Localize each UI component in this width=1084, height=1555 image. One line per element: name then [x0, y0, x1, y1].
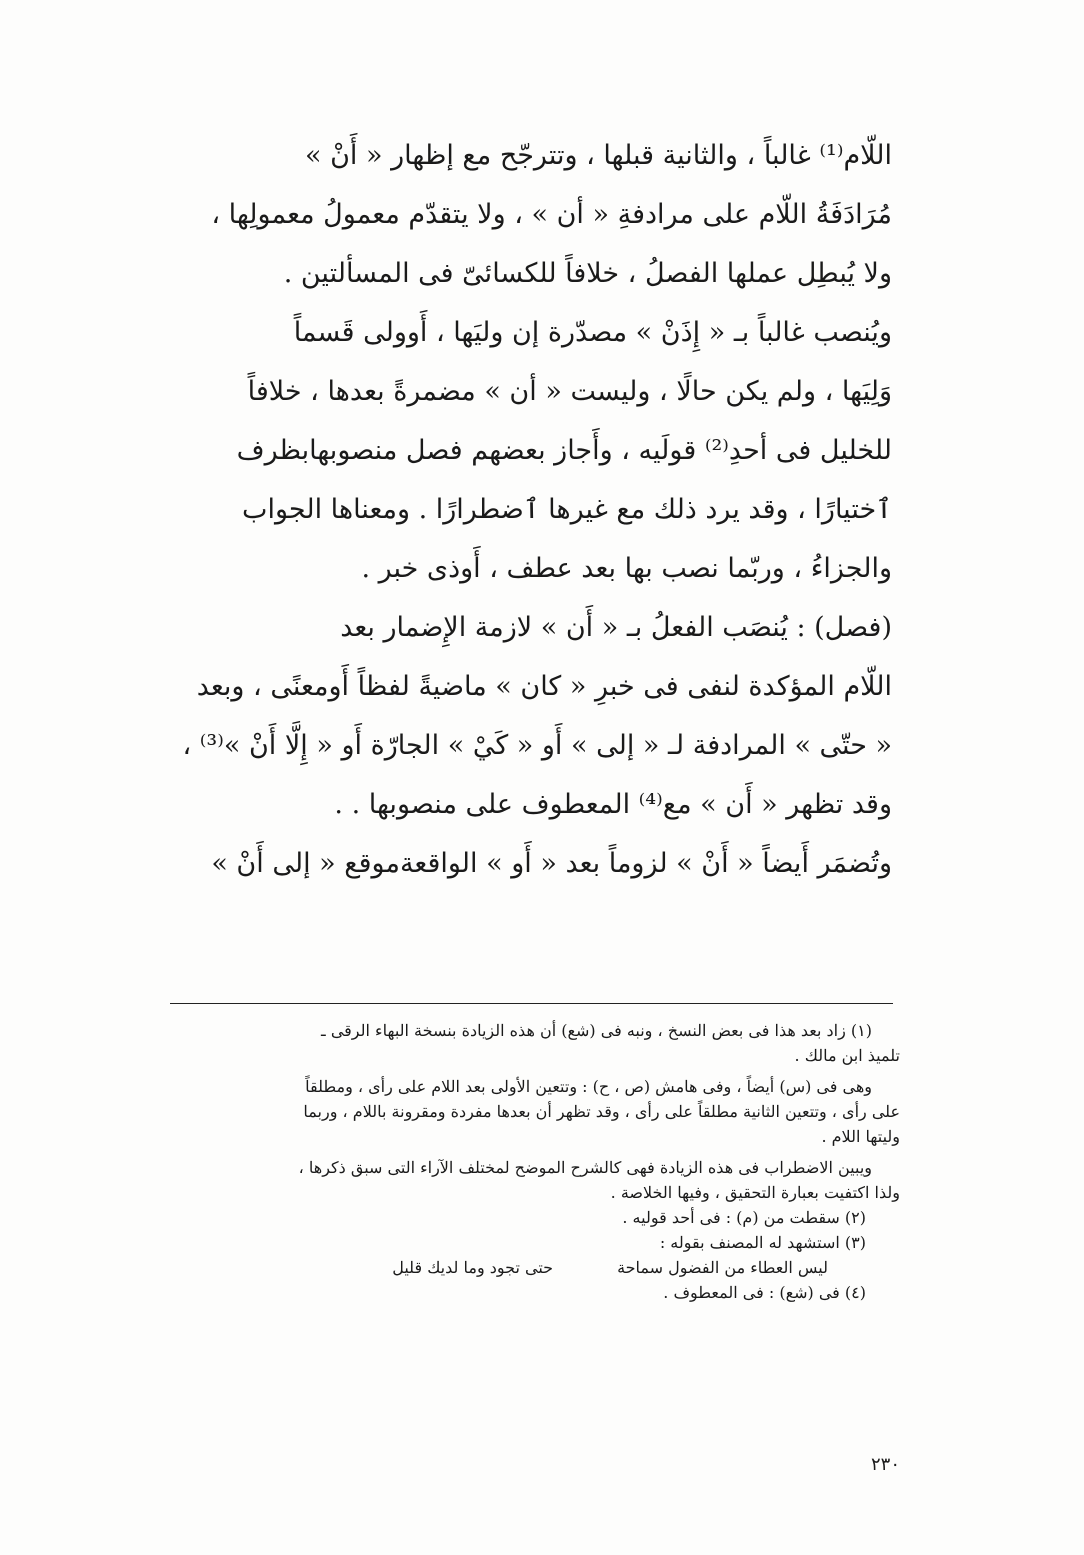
verse-second-half: حتى تجود وما لديك قليل	[392, 1258, 554, 1277]
footnote-1-continuation-line: على رأى ، وتتعين الثانية مطلقاً على رأى ، وقد تظهر أن بعدها مفردة ومقرونة باللام ، وربما	[303, 1102, 900, 1121]
text-line: والجزاءُ ، وربّما نصب بها بعد عطف ، أَوذى خبر .	[361, 553, 892, 584]
text-line: وقد تظهر « أَن » مع⁽⁴⁾ المعطوف على منصوبها . .	[334, 789, 892, 820]
verse-line	[160, 1255, 900, 1280]
footnote-3: (٣) استشهد له المصنف بقوله :	[659, 1233, 866, 1252]
footnote-1-line: (١) زاد بعد هذا فى بعض النسخ ، ونبه فى (شع) أن هذه الزيادة بنسخة البهاء الرقى ـ	[321, 1021, 872, 1040]
text-line: « حتّى » المرادفة لـ « إلى » أَو « كَيْ » الجارّة أَو « إِلَّا أَنْ »⁽³⁾ ،	[182, 730, 892, 761]
section-heading-line: (فصل) : يُنصَب الفعلُ بـ « أَن » لازمة الإِضمار بعد	[340, 612, 892, 643]
text-line: مُرَادَفَةُ اللّام على مرادفةِ « أن » ، ولا يتقدّم معمولُ معمولِها ،	[211, 199, 892, 230]
footnote-1-continuation-line: وليتها اللام .	[821, 1127, 900, 1146]
page-number: ٢٣٠	[870, 1454, 900, 1475]
text-line: ولا يُبطِل عملها الفصلُ ، خلافاً للكسائىّ فى المسألتين .	[283, 258, 892, 289]
footnote-4: (٤) فى (شع) : فى المعطوف .	[663, 1283, 866, 1302]
footnote-1-line: تلميذ ابن مالك .	[794, 1046, 900, 1065]
footnote-1-continuation-line: ويبين الاضطراب فى هذه الزيادة فهى كالشرح الموضح لمختلف الآراء التى سبق ذكرها ،	[298, 1158, 872, 1177]
footnotes-block	[160, 1018, 900, 1305]
footnote-2: (٢) سقطت من (م) : فى أحد قوليه .	[622, 1208, 866, 1227]
text-line: وَلِيَها ، ولم يكن حالًا ، وليست « أن » مضمرةً بعدها ، خلافاً	[247, 376, 892, 407]
footnote-1-continuation-line: ولذا اكتفيت بعبارة التحقيق ، وفيها الخلاصة .	[610, 1183, 900, 1202]
verse-first-half: ليس العطاء من الفضول سماحة	[617, 1258, 828, 1277]
text-line: اللّام⁽¹⁾ غالباً ، والثانية قبلها ، وتترجّح مع إظهار « أَنْ »	[305, 140, 892, 171]
text-line: اللّام المؤكدة لنفى فى خبرِ « كان » ماضيةً لفظاً أَومعنًى ، وبعد	[196, 671, 892, 702]
main-text-block	[150, 126, 892, 893]
footnote-divider	[170, 1003, 893, 1004]
text-line: ٱختيارًا ، وقد يرد ذلك مع غيرها ٱضطرارًا . ومعناها الجواب	[242, 494, 892, 525]
text-line: ويُنصب غالباً بـ « إِذَنْ » مصدّرة إن وليَها ، أَوولى قَسماً	[293, 317, 892, 348]
text-line: للخليل فى أحدِ⁽²⁾ قولَيه ، وأَجاز بعضهم فصل منصوبهابظرف	[236, 435, 892, 466]
text-line: وتُضمَر أَيضاً « أَنْ » لزوماً بعد « أَو » الواقعةموقع « إلى أَنْ »	[211, 848, 892, 879]
footnote-1-continuation-line: وهى فى (س) أيضاً ، وفى هامش (ص ، ح) : وتتعين الأولى بعد اللام على رأى ، ومطلقاً	[305, 1077, 872, 1096]
